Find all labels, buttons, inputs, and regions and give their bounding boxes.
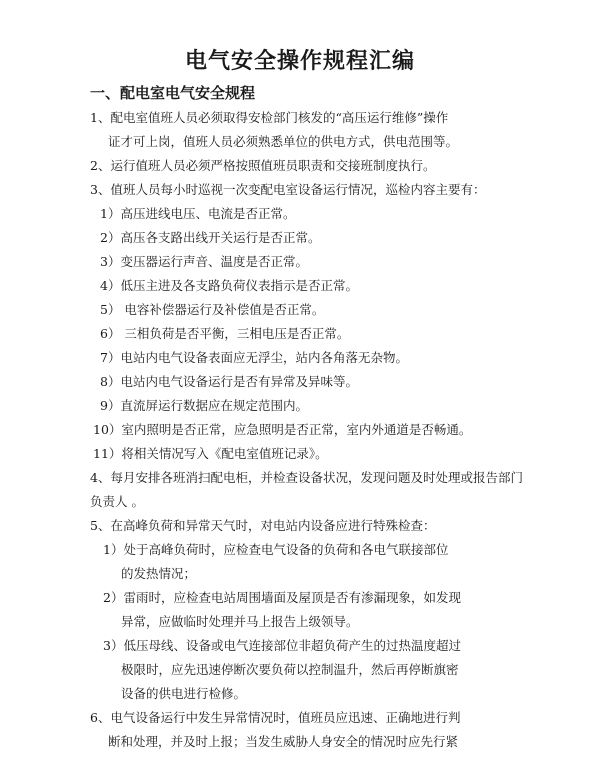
text-line: 7）电站内电气设备表面应无浮尘，站内各角落无杂物。 xyxy=(100,350,408,365)
text-line: 5） 电容补偿器运行及补偿值是否正常。 xyxy=(100,302,325,317)
text-line: 5、在高峰负荷和异常天气时，对电站内设备应进行特殊检查： xyxy=(90,518,436,533)
text-line: 3）变压器运行声音、温度是否正常。 xyxy=(100,254,308,269)
text-line: 设备的供电进行检修。 xyxy=(121,686,247,701)
text-line: 证才可上岗，值班人员必须熟悉单位的供电方式，供电范围等。 xyxy=(108,134,459,149)
text-line: 1）处于高峰负荷时，应检查电气设备的负荷和各电气联接部位 xyxy=(103,542,449,557)
text-line: 极限时，应先迅速停断次要负荷以控制温升，然后再停断旗密 xyxy=(121,662,459,677)
text-line: 断和处理，并及时上报；当发生威胁人身安全的情况时应先行紧 xyxy=(108,734,459,749)
text-line: 1）高压进线电压、电流是否正常。 xyxy=(100,206,296,221)
text-line: 3）低压母线、设备或电气连接部位非超负荷产生的过热温度超过 xyxy=(103,638,461,653)
text-line: 4）低压主进及各支路负荷仪表指示是否正常。 xyxy=(100,278,358,293)
text-line: 11）将相关情况写入《配电室值班记录》。 xyxy=(93,446,328,461)
text-line: 9）直流屏运行数据应在规定范围内。 xyxy=(100,398,308,413)
text-line: 异常，应做临时处理并马上报告上级领导。 xyxy=(121,614,359,629)
text-line: 10）室内照明是否正常，应急照明是否正常，室内外通道是否畅通。 xyxy=(93,422,472,437)
text-line: 3、值班人员每小时巡视一次变配电室设备运行情况，巡检内容主要有： xyxy=(90,182,486,197)
section-heading: 一、配电室电气安全规程 xyxy=(90,84,256,102)
text-line: 6、电气设备运行中发生异常情况时，值班员应迅速、正确地进行判 xyxy=(90,710,461,725)
document-title: 电气安全操作规程汇编 xyxy=(184,49,415,74)
text-line: 6） 三相负荷是否平衡，三相电压是否正常。 xyxy=(100,326,350,341)
text-line: 负责人 。 xyxy=(90,494,144,509)
text-line: 4、每月安排各班消扫配电柜，并检查设备状况，发现问题及时处理或报告部门 xyxy=(90,470,523,485)
text-line: 2）高压各支路出线开关运行是否正常。 xyxy=(100,230,321,245)
text-line: 2）雷雨时，应检查电站周围墙面及屋顶是否有渗漏现象，如发现 xyxy=(103,590,461,605)
text-line: 的发热情况； xyxy=(121,566,197,581)
text-line: 2、运行值班人员必须严格按照值班员职责和交接班制度执行。 xyxy=(90,158,436,173)
text-line: 1、配电室值班人员必须取得安检部门核发的“高压运行维修”操作 xyxy=(90,110,449,125)
text-line: 8）电站内电气设备运行是否有异常及异味等。 xyxy=(100,374,358,389)
